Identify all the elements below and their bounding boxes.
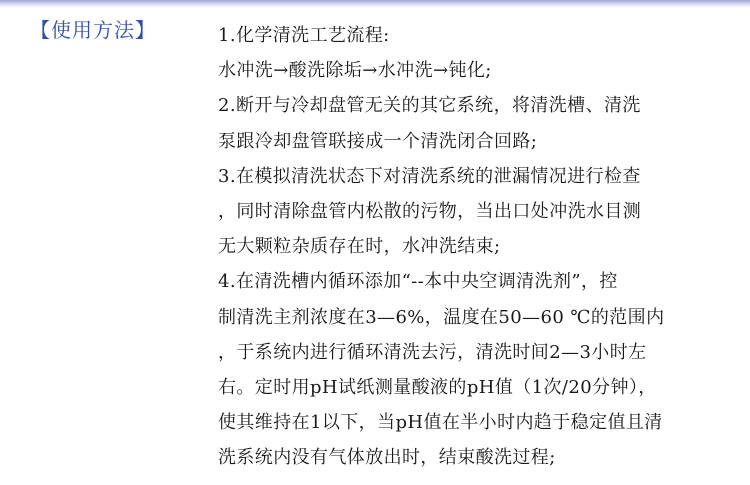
text-line: 泵跟冷却盘管联接成一个清洗闭合回路; bbox=[218, 130, 538, 152]
text-line: 使其维持在1以下，当pH值在半小时内趋于稳定值且清 bbox=[218, 412, 663, 434]
text-line: ，同时清除盘管内松散的污物，当出口处冲洗水目测 bbox=[218, 200, 642, 222]
text-line: ，于系统内进行循环清洗去污，清洗时间2—3小时左 bbox=[218, 341, 647, 363]
text-line: 水冲洗→酸洗除垢→水冲洗→钝化; bbox=[218, 60, 492, 82]
text-line: 4.在清洗槽内循环添加“--本中央空调清洗剂”，控 bbox=[218, 271, 618, 293]
text-line: 右。定时用pH试纸测量酸液的pH值（1次/20分钟）， bbox=[218, 376, 657, 398]
text-line: 无大颗粒杂质存在时，水冲洗结束; bbox=[218, 236, 501, 258]
top-divider bbox=[0, 0, 750, 8]
text-line: 2.断开与冷却盘管无关的其它系统，将清洗槽、清洗 bbox=[218, 95, 641, 117]
text-line: 1.化学清洗工艺流程: bbox=[218, 25, 390, 46]
instruction-text bbox=[218, 18, 738, 475]
text-line: 3.在模拟清洗状态下对清洗系统的泄漏情况进行检查 bbox=[218, 165, 641, 187]
text-line: 制清洗主剂浓度在3—6%，温度在50—60 ℃的范围内 bbox=[218, 306, 665, 328]
section-label: 【使用方法】 bbox=[30, 18, 156, 42]
text-line: 洗系统内没有气体放出时，结束酸洗过程; bbox=[218, 447, 556, 469]
